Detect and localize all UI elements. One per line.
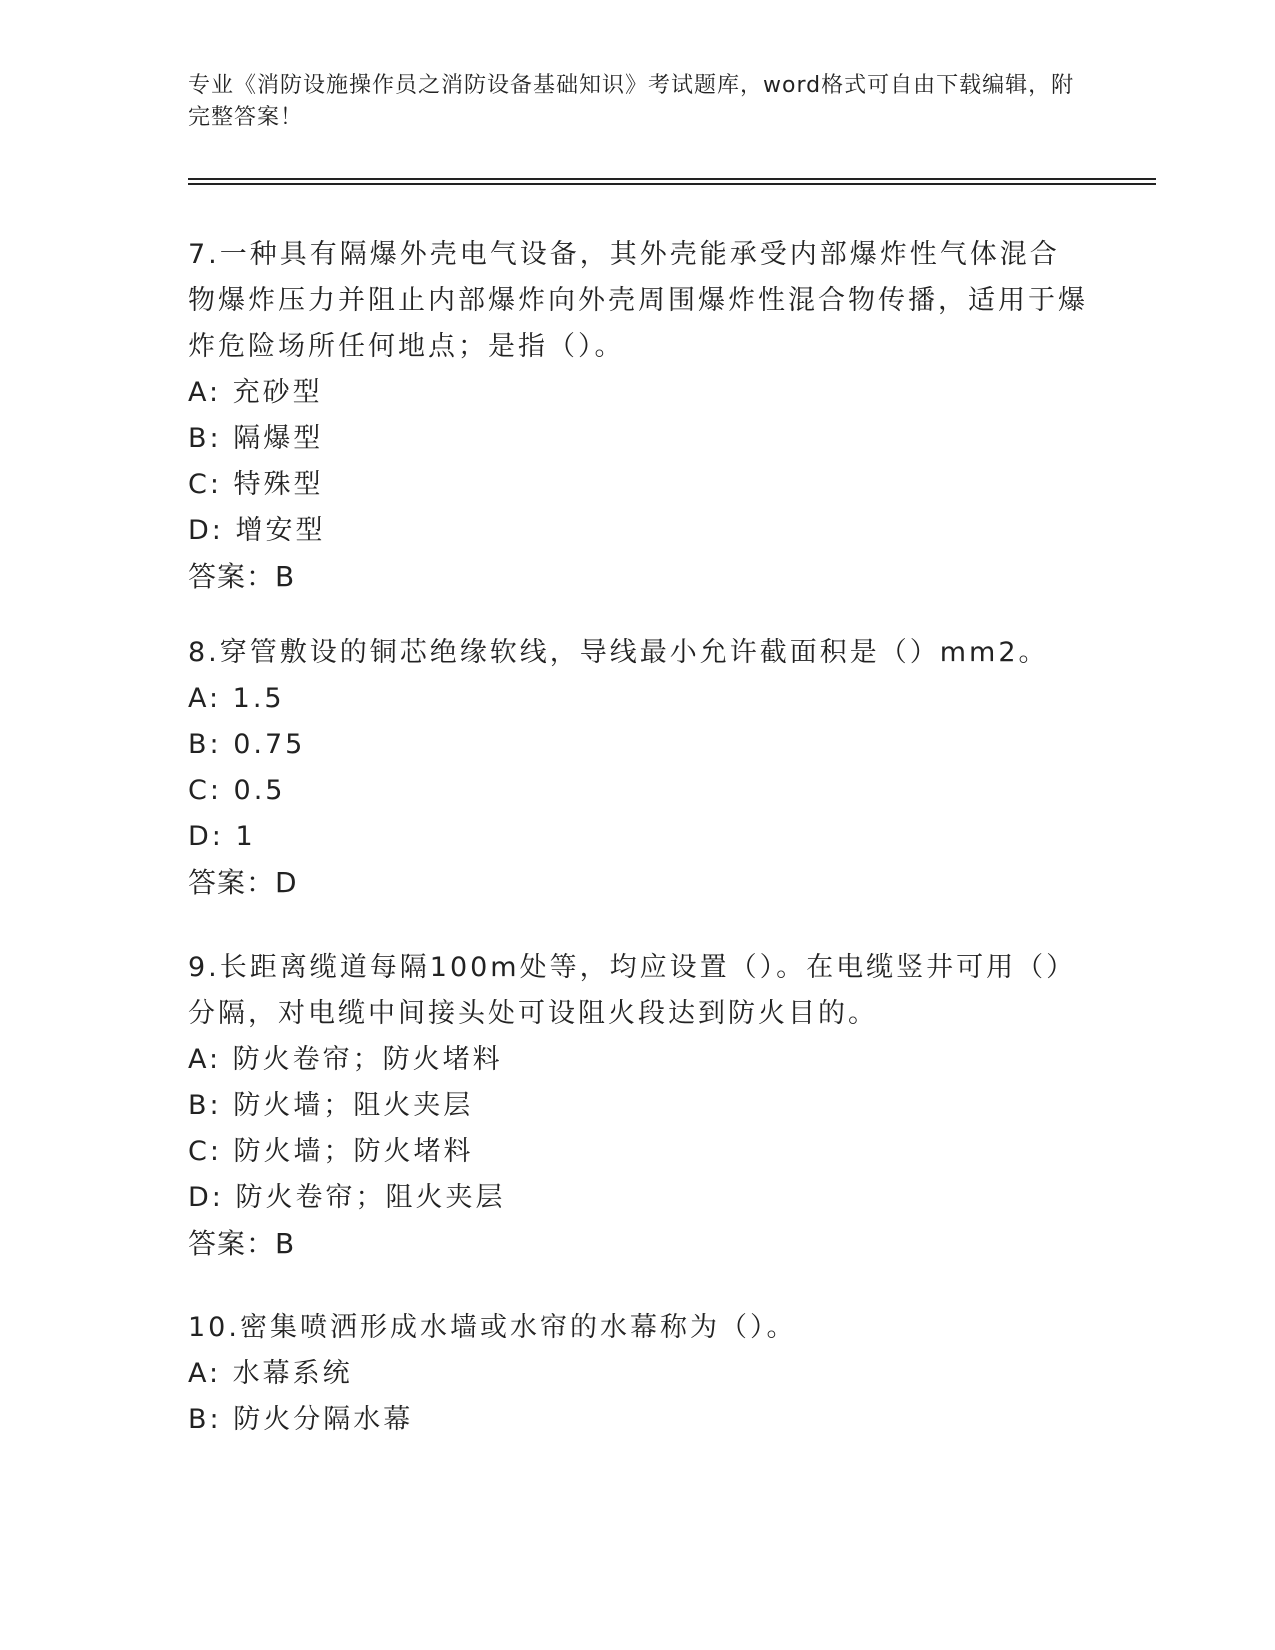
option-c: C: 0.5 — [188, 775, 286, 806]
option-a: A: 水幕系统 — [188, 1358, 353, 1389]
option-c: C: 特殊型 — [188, 469, 324, 500]
option-d: D: 增安型 — [188, 515, 326, 546]
answer: 答案：B — [188, 1227, 296, 1260]
option-a: A: 防火卷帘；防火堵料 — [188, 1044, 503, 1075]
question-7 — [188, 232, 1088, 600]
question-8 — [188, 630, 1088, 906]
question-stem: 9.长距离缆道每隔100m处等，均应设置（）。在电缆竖井可用（）分隔，对电缆中间接头处可设阻火段达到防火目的。 — [188, 952, 1077, 1029]
option-b: B: 0.75 — [188, 729, 306, 760]
option-b: B: 隔爆型 — [188, 423, 324, 454]
header-rule-bottom — [188, 183, 1156, 185]
option-a: A: 充砂型 — [188, 377, 323, 408]
option-c: C: 防火墙；防火堵料 — [188, 1136, 474, 1167]
option-b: B: 防火分隔水幕 — [188, 1404, 414, 1435]
question-stem: 8.穿管敷设的铜芯绝缘软线，导线最小允许截面积是（）mm2。 — [188, 637, 1049, 668]
option-d: D: 防火卷帘；阻火夹层 — [188, 1182, 506, 1213]
question-stem: 10.密集喷洒形成水墙或水帘的水幕称为（）。 — [188, 1312, 797, 1343]
answer: 答案：B — [188, 560, 296, 593]
header-rule-top — [188, 178, 1156, 180]
option-b: B: 防火墙；阻火夹层 — [188, 1090, 474, 1121]
document-header: 专业《消防设施操作员之消防设备基础知识》考试题库，word格式可自由下载编辑，附完整答案！ — [188, 73, 1075, 130]
question-10 — [188, 1305, 1088, 1443]
option-a: A: 1.5 — [188, 683, 285, 714]
question-stem: 7.一种具有隔爆外壳电气设备，其外壳能承受内部爆炸性气体混合物爆炸压力并阻止内部爆炸向外壳周围爆炸性混合物传播，适用于爆炸危险场所任何地点；是指（）。 — [188, 239, 1088, 362]
question-9 — [188, 945, 1088, 1267]
option-d: D: 1 — [188, 821, 256, 852]
answer: 答案：D — [188, 866, 298, 899]
